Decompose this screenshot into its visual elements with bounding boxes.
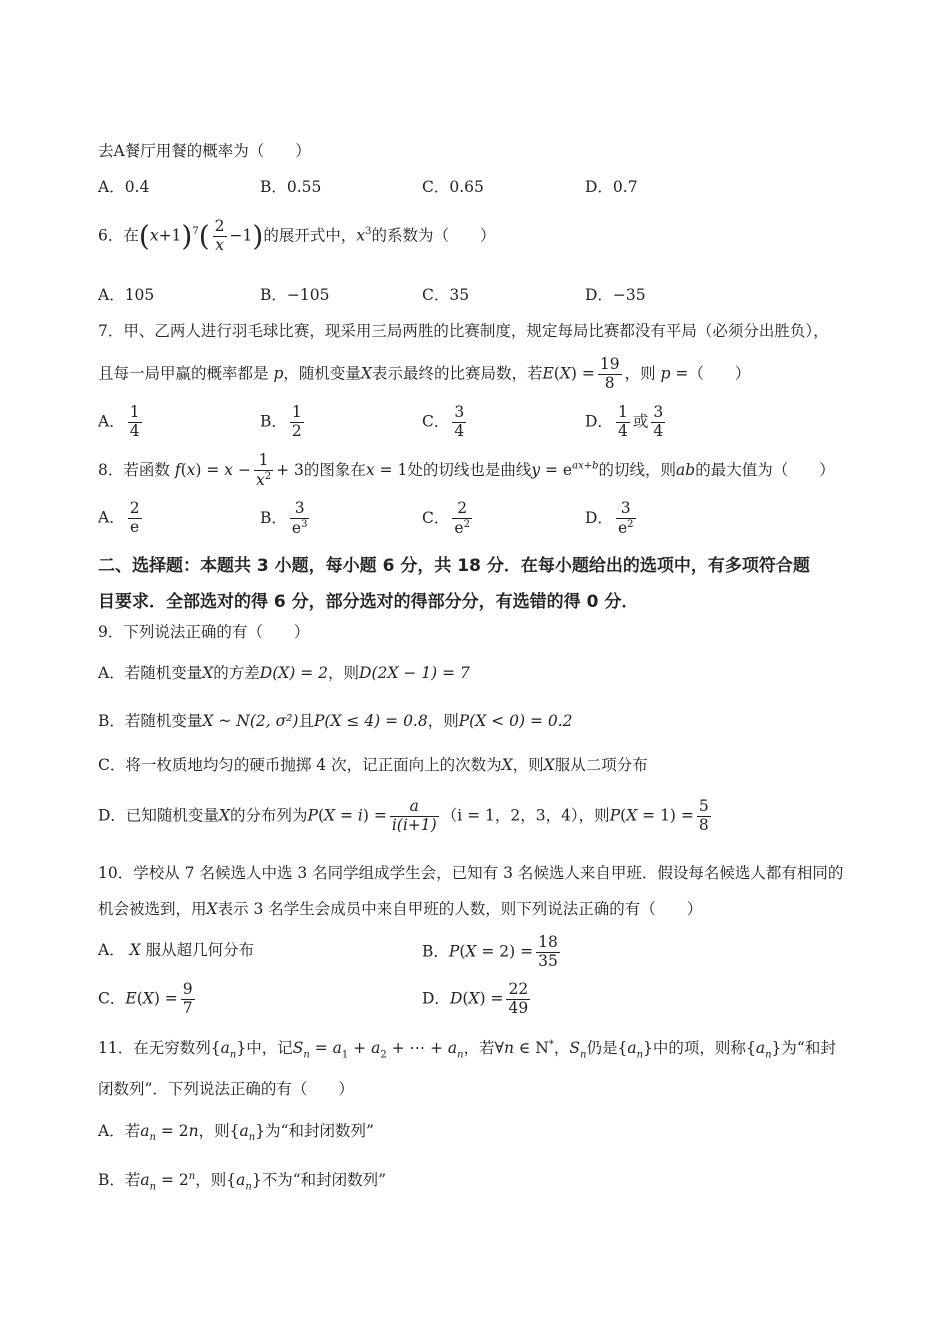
q7-option-a: A． $\frac{1}{4}$ [98,403,140,440]
q6-fraction: $\frac{2}{x}$ [214,217,225,254]
q9-option-d: D．已知随机变量X的分布列为P(X = i) = $\frac{a}{i(i+1)}$ （i = 1，2，3，4），则P(X = 1) = $\frac{5}{8}$ [98,797,709,834]
q6-stem: 6．在$(x+1)^7$( $\frac{2}{x}$ −1)的展开式中，$x^3$的系数为（ ） [98,217,496,254]
section2-heading-line2: 目要求．全部选对的得 6 分，部分选对的得部分分，有选错的得 0 分． [98,592,639,612]
q10-option-a: A． X 服从超几何分布 [98,941,255,959]
q9-option-c: C．将一枚质地均匀的硬币抛掷 4 次，记正面向上的次数为X，则X服从二项分布 [98,756,648,774]
q8-option-c: C． $\frac{2}{e^2}$ [422,499,470,537]
q11-option-a: A．若$a_n = 2n$，则$\{a_n\}$为“和封闭数列” [98,1122,374,1144]
q6-option-c: C．35 [422,286,470,304]
q11-stem-line2: 闭数列”．下列说法正确的有（ ） [98,1080,354,1098]
q7-option-d: D． $\frac{1}{4}$ 或 $\frac{3}{4}$ [585,403,664,440]
q5-option-c: C．0.65 [422,178,484,196]
q7-stem-line2: 且每一局甲赢的概率都是 p，随机变量X表示最终的比赛局数，若E(X) = $\frac{19}{8}$ ，则 p =（ ） [98,355,751,392]
q9-option-a: A．若随机变量X的方差D(X) = 2，则D(2X − 1) = 7 [98,664,470,682]
q10-option-c: C．E(X) = $\frac{9}{7}$ [98,980,193,1017]
q9-option-b: B．若随机变量X ~ N(2, σ²)且P(X ≤ 4) = 0.8，则P(X < 0) = 0.2 [98,712,573,730]
q9-stem: 9．下列说法正确的有（ ） [98,623,310,641]
q10-option-d: D．D(X) = $\frac{22}{49}$ [422,980,529,1017]
q7-option-c: C． $\frac{3}{4}$ [422,403,465,440]
section2-heading-line1: 二、选择题：本题共 3 小题，每小题 6 分，共 18 分．在每小题给出的选项中，有多项符合题 [98,556,810,576]
q5-stem-text: 去A餐厅用餐的概率为（ ） [98,142,311,160]
q8-option-b: B． $\frac{3}{e^3}$ [260,499,308,537]
q5-option-a: A．0.4 [98,178,150,196]
q11-stem-line1: 11．在无穷数列$\{a_n\}$中，记$S_n = a_1 + a_2$ + ⋯ + $a_n$，若∀n ∈ N*，$S_n$仍是$\{a_n\}$中的项，则称$\{a_n\}$为“和封 [98,1039,836,1061]
q7-stem-line1: 7．甲、乙两人进行羽毛球比赛，现采用三局两胜的比赛制度，规定每局比赛都没有平局（必须分出胜负）， [98,322,829,340]
q10-option-b: B．P(X = 2) = $\frac{18}{35}$ [422,933,558,970]
q6-option-b: B．−105 [260,286,330,304]
q5-option-d: D．0.7 [585,178,638,196]
q7-expectation-fraction: $\frac{19}{8}$ [599,355,620,392]
q5-stem-tail [98,144,311,160]
q5-option-b: B．0.55 [260,178,322,196]
q10-stem-line1: 10．学校从 7 名候选人中选 3 名同学组成学生会，已知有 3 名候选人来自甲班．假设每名候选人都有相同的 [98,864,844,882]
q6-option-d: D．−35 [585,286,646,304]
q11-option-b: B．若$a_n = 2^n$，则$\{a_n\}$不为“和封闭数列” [98,1171,387,1193]
q8-stem: 8．若函数 f(x) = x − $\frac{1}{x^2}$ + 3的图象在x = 1处的切线也是曲线$y = e^{ax+b}$的切线，则ab的最大值为（ ） [98,451,835,489]
q10-stem-line2: 机会被选到，用X表示 3 名学生会成员中来自甲班的人数，则下列说法正确的有（ ） [98,900,703,918]
q8-option-a: A． $\frac{2}{e}$ [98,499,140,536]
q8-option-d: D． $\frac{3}{e^2}$ [585,499,634,537]
q6-option-a: A．105 [98,286,155,304]
q7-option-b: B． $\frac{1}{2}$ [260,403,302,440]
